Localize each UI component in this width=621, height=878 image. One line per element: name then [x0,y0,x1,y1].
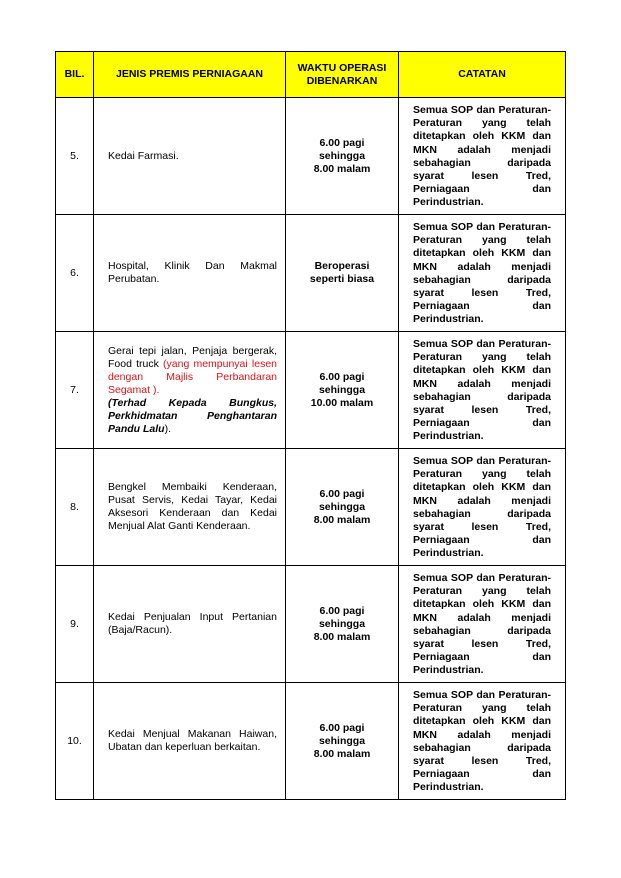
premise-type [94,332,286,449]
premises-table [55,51,566,800]
hours-line: 6.00 pagi [319,370,365,383]
hours-line: 8.00 malam [313,513,371,526]
table-row [56,449,566,566]
premise-type-text: Gerai tepi jalan, Penjaja bergerak, Food truck [108,344,277,370]
header-catatan: CATATAN [399,52,566,98]
premise-type: Kedai Menjual Makanan Haiwan, Ubatan dan keperluan berkaitan. [94,683,286,800]
row-number: 10. [56,683,94,800]
hours-line: seperti biasa [309,273,375,285]
hours-line: 8.00 malam [313,630,371,643]
notes: Semua SOP dan Peraturan-Peraturan yang telah ditetapkan oleh KKM dan MKN adalah menjadi sebahagian daripada syarat lesen Tred, Perniagaan dan Perindustrian. [399,683,566,800]
restriction-close: ). [164,422,172,435]
premise-type: Kedai Farmasi. [94,98,286,215]
operating-hours [286,566,399,683]
hours-line: 8.00 malam [313,747,371,760]
hours-line: 10.00 malam [310,396,374,409]
hours-line: 8.00 malam [313,162,371,175]
notes: Semua SOP dan Peraturan-Peraturan yang telah ditetapkan oleh KKM dan MKN adalah menjadi sebahagian daripada syarat lesen Tred, Perniagaan dan Perindustrian. [399,215,566,332]
operating-hours [286,98,399,215]
header-row [56,52,566,98]
table-row [56,332,566,449]
header-jenis: JENIS PREMIS PERNIAGAAN [94,52,286,98]
license-note: (yang mempunyai lesen dengan Majlis Perbandaran Segamat ). [108,357,277,396]
header-waktu-line2: DIBENARKAN [306,74,378,87]
table-row [56,98,566,215]
table-row [56,683,566,800]
operating-hours [286,449,399,566]
row-number: 6. [56,215,94,332]
premise-type: Kedai Penjualan Input Pertanian (Baja/Racun). [94,566,286,683]
hours-line: Beroperasi [314,260,370,272]
hours-line: 6.00 pagi [319,487,365,500]
hours-line: 6.00 pagi [319,604,365,617]
operating-hours [286,215,399,332]
notes: Semua SOP dan Peraturan-Peraturan yang telah ditetapkan oleh KKM dan MKN adalah menjadi sebahagian daripada syarat lesen Tred, Perniagaan dan Perindustrian. [399,98,566,215]
operating-hours [286,332,399,449]
hours-line: sehingga [318,617,366,630]
hours-line: sehingga [318,383,366,396]
header-waktu-line1: WAKTU OPERASI [297,61,387,74]
header-waktu [286,52,399,98]
row-number: 9. [56,566,94,683]
hours-line: 6.00 pagi [319,136,365,149]
premise-type: Hospital, Klinik Dan Makmal Perubatan. [94,215,286,332]
notes: Semua SOP dan Peraturan-Peraturan yang telah ditetapkan oleh KKM dan MKN adalah menjadi sebahagian daripada syarat lesen Tred, Perniagaan dan Perindustrian. [399,566,566,683]
hours-line: sehingga [318,149,366,162]
operating-hours [286,683,399,800]
notes: Semua SOP dan Peraturan-Peraturan yang telah ditetapkan oleh KKM dan MKN adalah menjadi sebahagian daripada syarat lesen Tred, Perniagaan dan Perindustrian. [399,449,566,566]
table-row [56,215,566,332]
hours-line: 6.00 pagi [319,721,365,734]
premise-type: Bengkel Membaiki Kenderaan, Pusat Servis, Kedai Tayar, Kedai Aksesori Kenderaan dan Kedai Menjual Alat Ganti Kenderaan. [94,449,286,566]
restriction-note: (Terhad Kepada Bungkus, Perkhidmatan Penghantaran Pandu Lalu [108,396,277,435]
hours-line: sehingga [318,734,366,747]
row-number: 5. [56,98,94,215]
row-number: 7. [56,332,94,449]
row-number: 8. [56,449,94,566]
header-bil: BIL. [56,52,94,98]
hours-line: sehingga [318,500,366,513]
notes: Semua SOP dan Peraturan-Peraturan yang telah ditetapkan oleh KKM dan MKN adalah menjadi sebahagian daripada syarat lesen Tred, Perniagaan dan Perindustrian. [399,332,566,449]
table-row [56,566,566,683]
